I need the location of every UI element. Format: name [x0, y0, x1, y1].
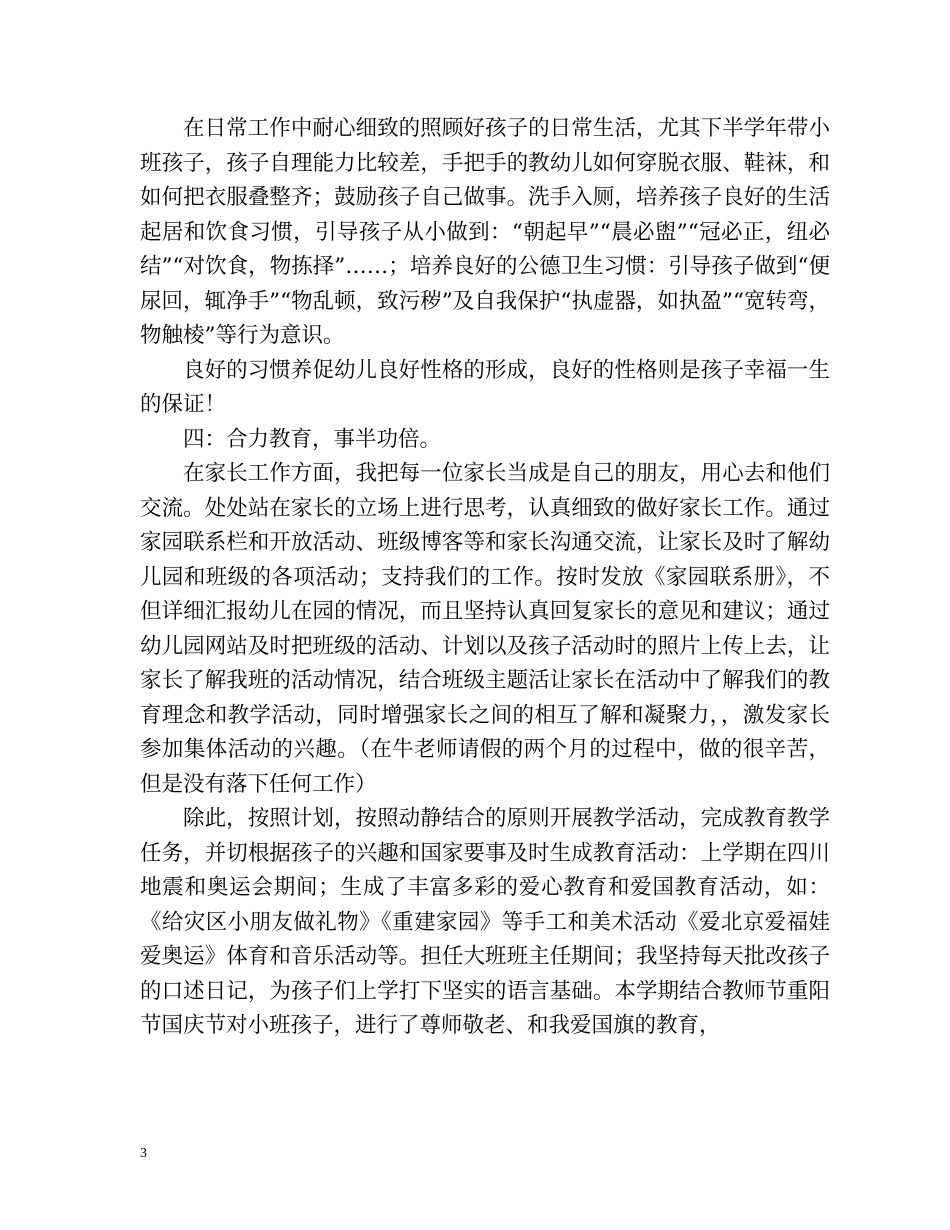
page-number: 3	[140, 1146, 147, 1161]
paragraph-daily-care: 在日常工作中耐心细致的照顾好孩子的日常生活，尤其下半学年带小班孩子，孩子自理能力比较差，手把手的教幼儿如何穿脱衣服、鞋袜，和如何把衣服叠整齐；鼓励孩子自己做事。洗手入厕，培养孩子良好的生活起居和饮食习惯，引导孩子从小做到：“朝起早”“晨必盥”“冠必正，纽必结”“对饮食，物拣择”……；培养良好的公德卫生习惯：引导孩子做到“便尿回，辄净手”“物乱顿，致污秽”及自我保护“执虚器，如执盈”“宽转弯，物触棱”等行为意识。	[140, 116, 830, 348]
paragraph-good-habits: 良好的习惯养促幼儿良好性格的形成，良好的性格则是孩子幸福一生的保证！	[140, 357, 830, 417]
paragraph-parent-work: 在家长工作方面，我把每一位家长当成是自己的朋友，用心去和他们交流。处处站在家长的立场上进行思考，认真细致的做好家长工作。通过家园联系栏和开放活动、班级博客等和家长沟通交流，让家长及时了解幼儿园和班级的各项活动；支持我们的工作。按时发放《家园联系册》，不但详细汇报幼儿在园的情况，而且坚持认真回复家长的意见和建议；通过幼儿园网站及时把班级的活动、计划以及孩子活动时的照片上传上去，让家长了解我班的活动情况，结合班级主题活让家长在活动中了解我们的教育理念和教学活动，同时增强家长之间的相互了解和凝聚力，，激发家长参加集体活动的兴趣。（在牛老师请假的两个月的过程中，做的很辛苦，但是没有落下任何工作）	[140, 461, 830, 797]
paragraph-teaching-activities: 除此，按照计划，按照动静结合的原则开展教学活动，完成教育教学任务，并切根据孩子的兴趣和国家要事及时生成教育活动：上学期在四川地震和奥运会期间；生成了丰富多彩的爱心教育和爱国教育活动，如：《给灾区小朋友做礼物》《重建家园》等手工和美术活动《爱北京爱福娃爱奥运》体育和音乐活动等。担任大班班主任期间；我坚持每天批改孩子的口述日记，为孩子们上学打下坚实的语言基础。本学期结合教师节重阳节国庆节对小班孩子，进行了尊师敬老、和我爱国旗的教育，	[140, 806, 830, 1038]
section-heading-joint-education: 四：合力教育，事半功倍。	[183, 426, 442, 452]
document-body	[140, 112, 830, 1044]
